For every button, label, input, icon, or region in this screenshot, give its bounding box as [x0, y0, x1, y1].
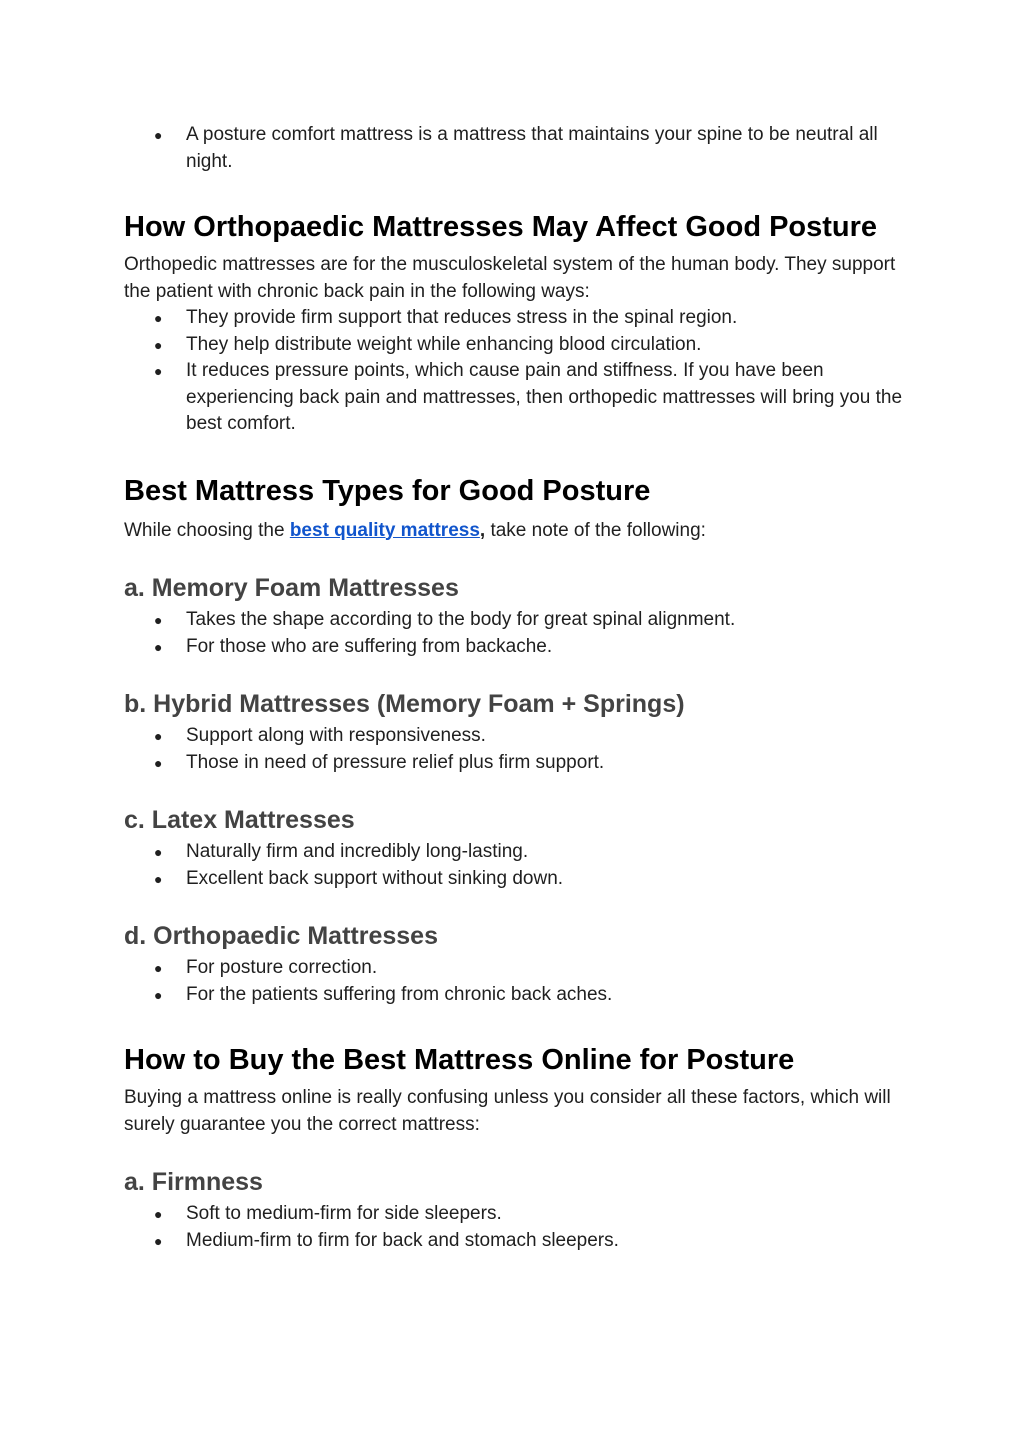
list-item: ● They provide firm support that reduces stress in the spinal region. — [124, 305, 904, 332]
subsection-heading: d. Orthopaedic Mattresses — [124, 922, 438, 950]
list-item: ● For those who are suffering from backache. — [124, 634, 904, 661]
bullet-icon: ● — [154, 310, 163, 326]
bullet-icon: ● — [154, 127, 163, 143]
list-item: ● It reduces pressure points, which cause pain and stiffness. If you have been experiencing back pain and mattresses, then orthopedic mattresses will bring you the best comfort. — [154, 360, 903, 434]
best-quality-mattress-link[interactable]: best quality mattress — [289, 519, 480, 541]
bullet-icon: ● — [154, 960, 163, 976]
bullet-icon: ● — [154, 612, 163, 628]
section-heading: How to Buy the Best Mattress Online for Posture — [124, 1044, 795, 1076]
list-item: ● Soft to medium-firm for side sleepers. — [124, 1201, 904, 1228]
list-item: ● Naturally firm and incredibly long-lasting. — [124, 839, 904, 866]
intro-list — [124, 122, 904, 175]
bullet-list — [124, 839, 904, 892]
bullet-icon: ● — [154, 870, 163, 887]
paragraph: Buying a mattress online is really confusing unless you consider all these factors, which will surely guarantee you the correct mattress: — [124, 1087, 891, 1135]
bullet-icon: ● — [154, 1206, 163, 1222]
bullet-icon: ● — [154, 728, 163, 744]
list-item: ● For posture correction. — [124, 955, 904, 982]
list-item: ● Support along with responsiveness. — [124, 723, 904, 750]
list-item: ● For the patients suffering from chronic back aches. — [124, 982, 904, 1009]
bullet-icon: ● — [154, 844, 163, 860]
paragraph: Orthopedic mattresses are for the musculoskeletal system of the human body. They support the patient with chronic back pain in the following ways: — [124, 254, 896, 302]
paragraph: While choosing the best quality mattress, take note of the following: — [124, 519, 706, 541]
subsection-heading: a. Firmness — [124, 1168, 263, 1196]
bullet-list — [124, 305, 904, 438]
list-item: ● Takes the shape according to the body for great spinal alignment. — [124, 607, 904, 634]
bullet-icon: ● — [154, 363, 163, 379]
list-item: ● Excellent back support without sinking down. — [124, 866, 904, 893]
section-heading: Best Mattress Types for Good Posture — [124, 474, 651, 507]
bullet-list — [124, 955, 904, 1008]
bullet-list — [124, 607, 904, 660]
bullet-icon: ● — [154, 754, 163, 771]
bullet-list — [124, 1201, 904, 1254]
subsection-heading: b. Hybrid Mattresses (Memory Foam + Springs) — [124, 690, 685, 718]
bullet-icon: ● — [154, 986, 163, 1003]
list-item: ● Medium-firm to firm for back and stomach sleepers. — [124, 1228, 904, 1255]
subsection-heading: c. Latex Mattresses — [124, 806, 355, 834]
subsection-heading: a. Memory Foam Mattresses — [124, 574, 459, 602]
list-item: ● Those in need of pressure relief plus firm support. — [124, 750, 904, 777]
list-item: ● They help distribute weight while enhancing blood circulation. — [124, 332, 904, 359]
document-page — [124, 122, 904, 1254]
list-item: ● A posture comfort mattress is a mattress that maintains your spine to be neutral all night. — [154, 124, 878, 172]
bullet-list — [124, 723, 904, 776]
bullet-icon: ● — [154, 638, 163, 655]
bullet-icon: ● — [154, 336, 163, 353]
section-heading: How Orthopaedic Mattresses May Affect Good Posture — [124, 211, 878, 243]
bullet-icon: ● — [154, 1232, 163, 1249]
